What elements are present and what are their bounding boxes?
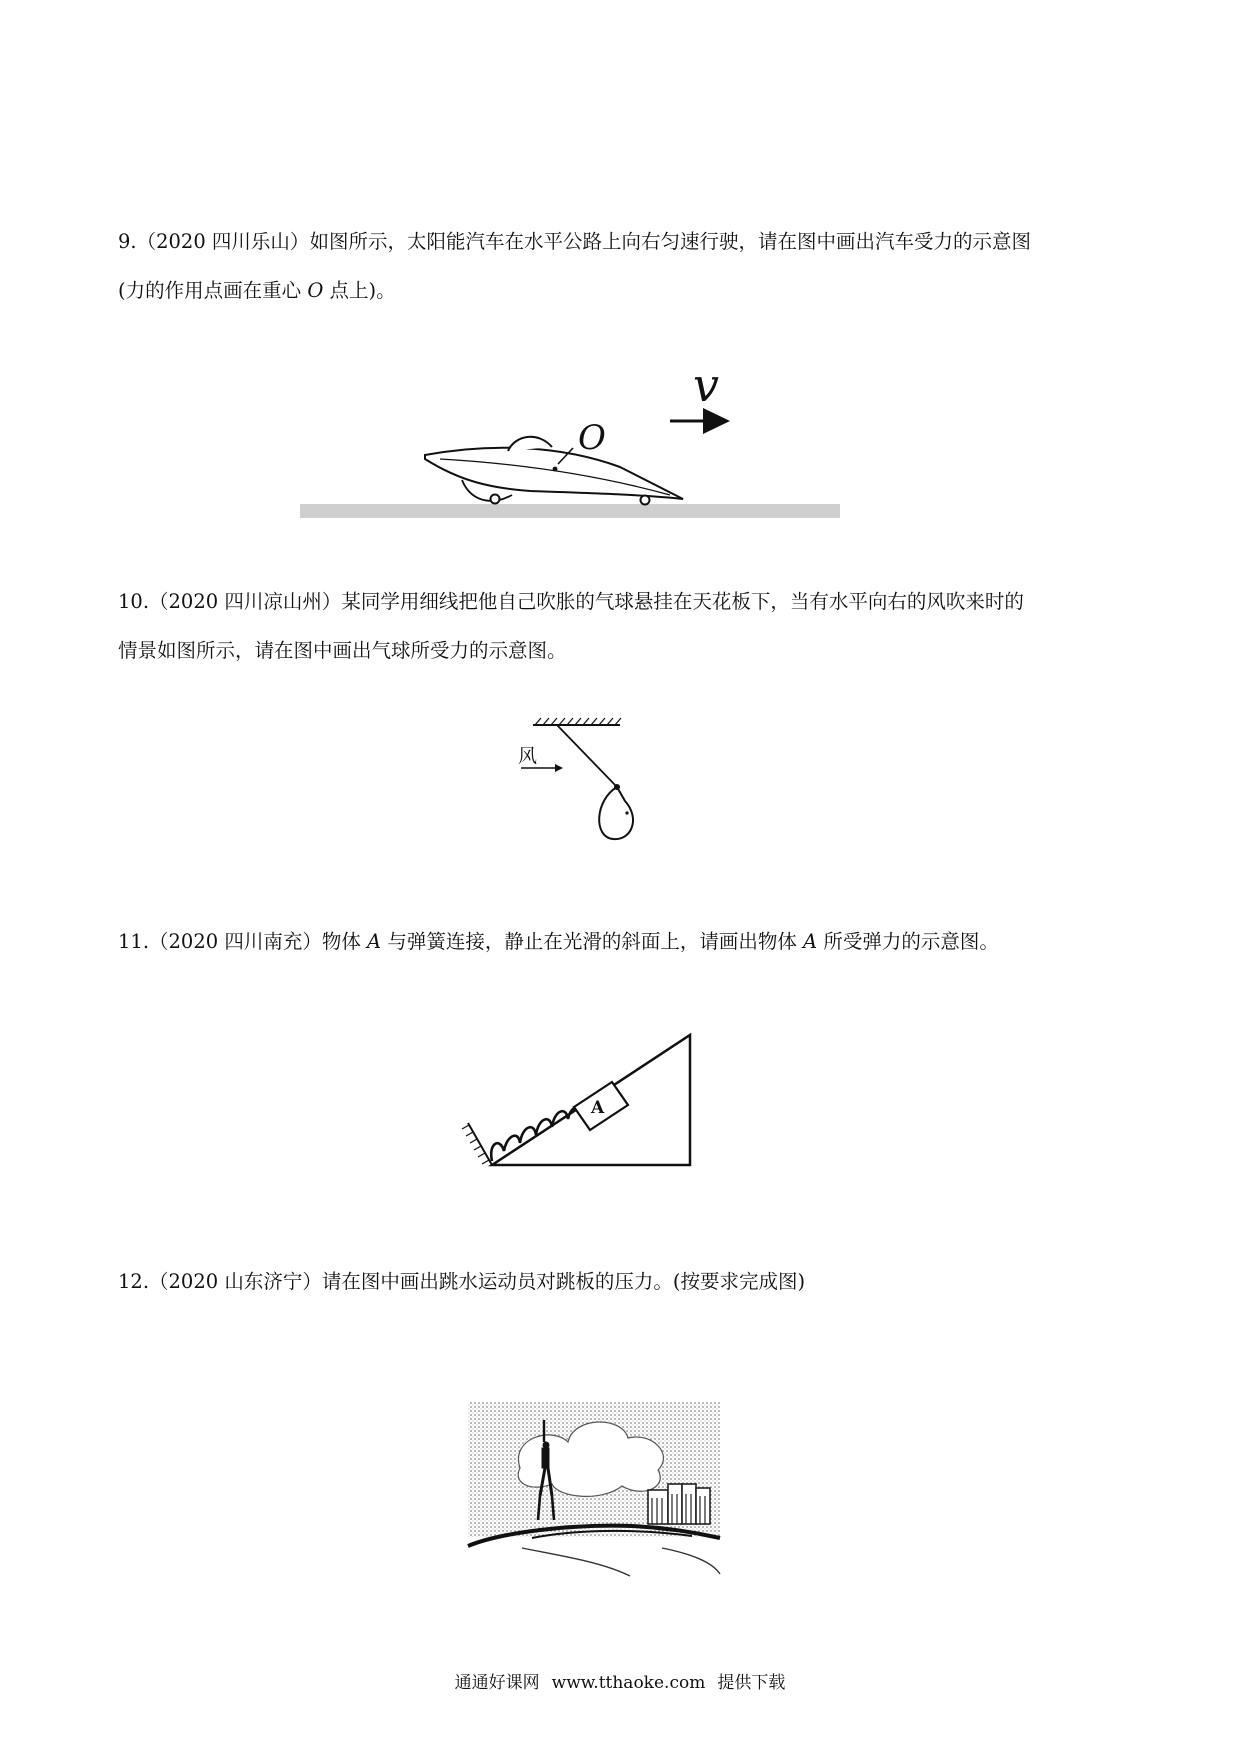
road xyxy=(300,504,840,518)
point-o-label: O xyxy=(578,418,606,458)
footer-suffix: 提供下载 xyxy=(717,1673,786,1693)
question-10 xyxy=(118,588,1128,665)
question-12-line1 xyxy=(118,1268,1128,1296)
string xyxy=(557,725,617,787)
question-12 xyxy=(118,1268,1128,1296)
question-source: （2020 四川乐山） xyxy=(136,230,310,253)
diver-figure xyxy=(462,1398,726,1578)
question-source: （2020 山东济宁） xyxy=(149,1270,322,1293)
question-text: 如图所示，太阳能汽车在水平公路上向右匀速行驶，请在图中画出汽车受力的示意图 xyxy=(309,230,1031,253)
question-source: （2020 四川南充） xyxy=(149,930,322,953)
wall xyxy=(468,1123,492,1165)
question-number: 10. xyxy=(118,590,150,613)
center-of-gravity xyxy=(553,467,558,472)
question-number: 12. xyxy=(118,1270,150,1293)
solar-car-figure xyxy=(290,355,850,525)
question-11 xyxy=(118,928,1128,956)
variable-a: A xyxy=(803,930,818,953)
footer-site-name: 通通好课网 xyxy=(454,1673,540,1693)
question-9 xyxy=(118,228,1128,305)
rear-wheel xyxy=(641,496,650,505)
question-9-line2 xyxy=(118,277,1128,305)
question-text: 某同学用细线把他自己吹胀的气球悬挂在天花板下，当有水平向右的风吹来时的 xyxy=(341,590,1024,613)
footer-url[interactable]: www.tthaoke.com xyxy=(551,1673,706,1693)
question-text: 点上)。 xyxy=(323,279,396,302)
question-text: 所受弹力的示意图。 xyxy=(817,930,999,953)
question-number: 11. xyxy=(118,930,150,953)
question-10-line2 xyxy=(118,637,1128,665)
velocity-label: v xyxy=(693,358,719,412)
incline-spring-figure xyxy=(460,1025,700,1175)
front-wheel xyxy=(491,495,500,504)
question-10-line1 xyxy=(118,588,1128,616)
balloon-figure xyxy=(515,715,745,845)
car-body xyxy=(425,448,683,499)
question-9-line1 xyxy=(118,228,1128,256)
question-text: (力的作用点画在重心 xyxy=(118,279,308,302)
question-number: 9. xyxy=(118,230,137,253)
question-11-line1 xyxy=(118,928,1128,956)
variable-a: A xyxy=(367,930,382,953)
wind-label: 风 xyxy=(518,745,538,767)
car-canopy xyxy=(508,437,552,451)
question-text: 与弹簧连接，静止在光滑的斜面上，请画出物体 xyxy=(381,930,804,953)
question-text: 情景如图所示，请在图中画出气球所受力的示意图。 xyxy=(118,639,567,662)
question-source: （2020 四川凉山州） xyxy=(149,590,342,613)
page-footer xyxy=(0,1668,1240,1693)
question-text: 物体 xyxy=(321,930,368,953)
block-a-label: A xyxy=(591,1098,605,1118)
variable-o: O xyxy=(307,279,324,302)
question-text: 请在图中画出跳水运动员对跳板的压力。(按要求完成图) xyxy=(321,1270,806,1293)
